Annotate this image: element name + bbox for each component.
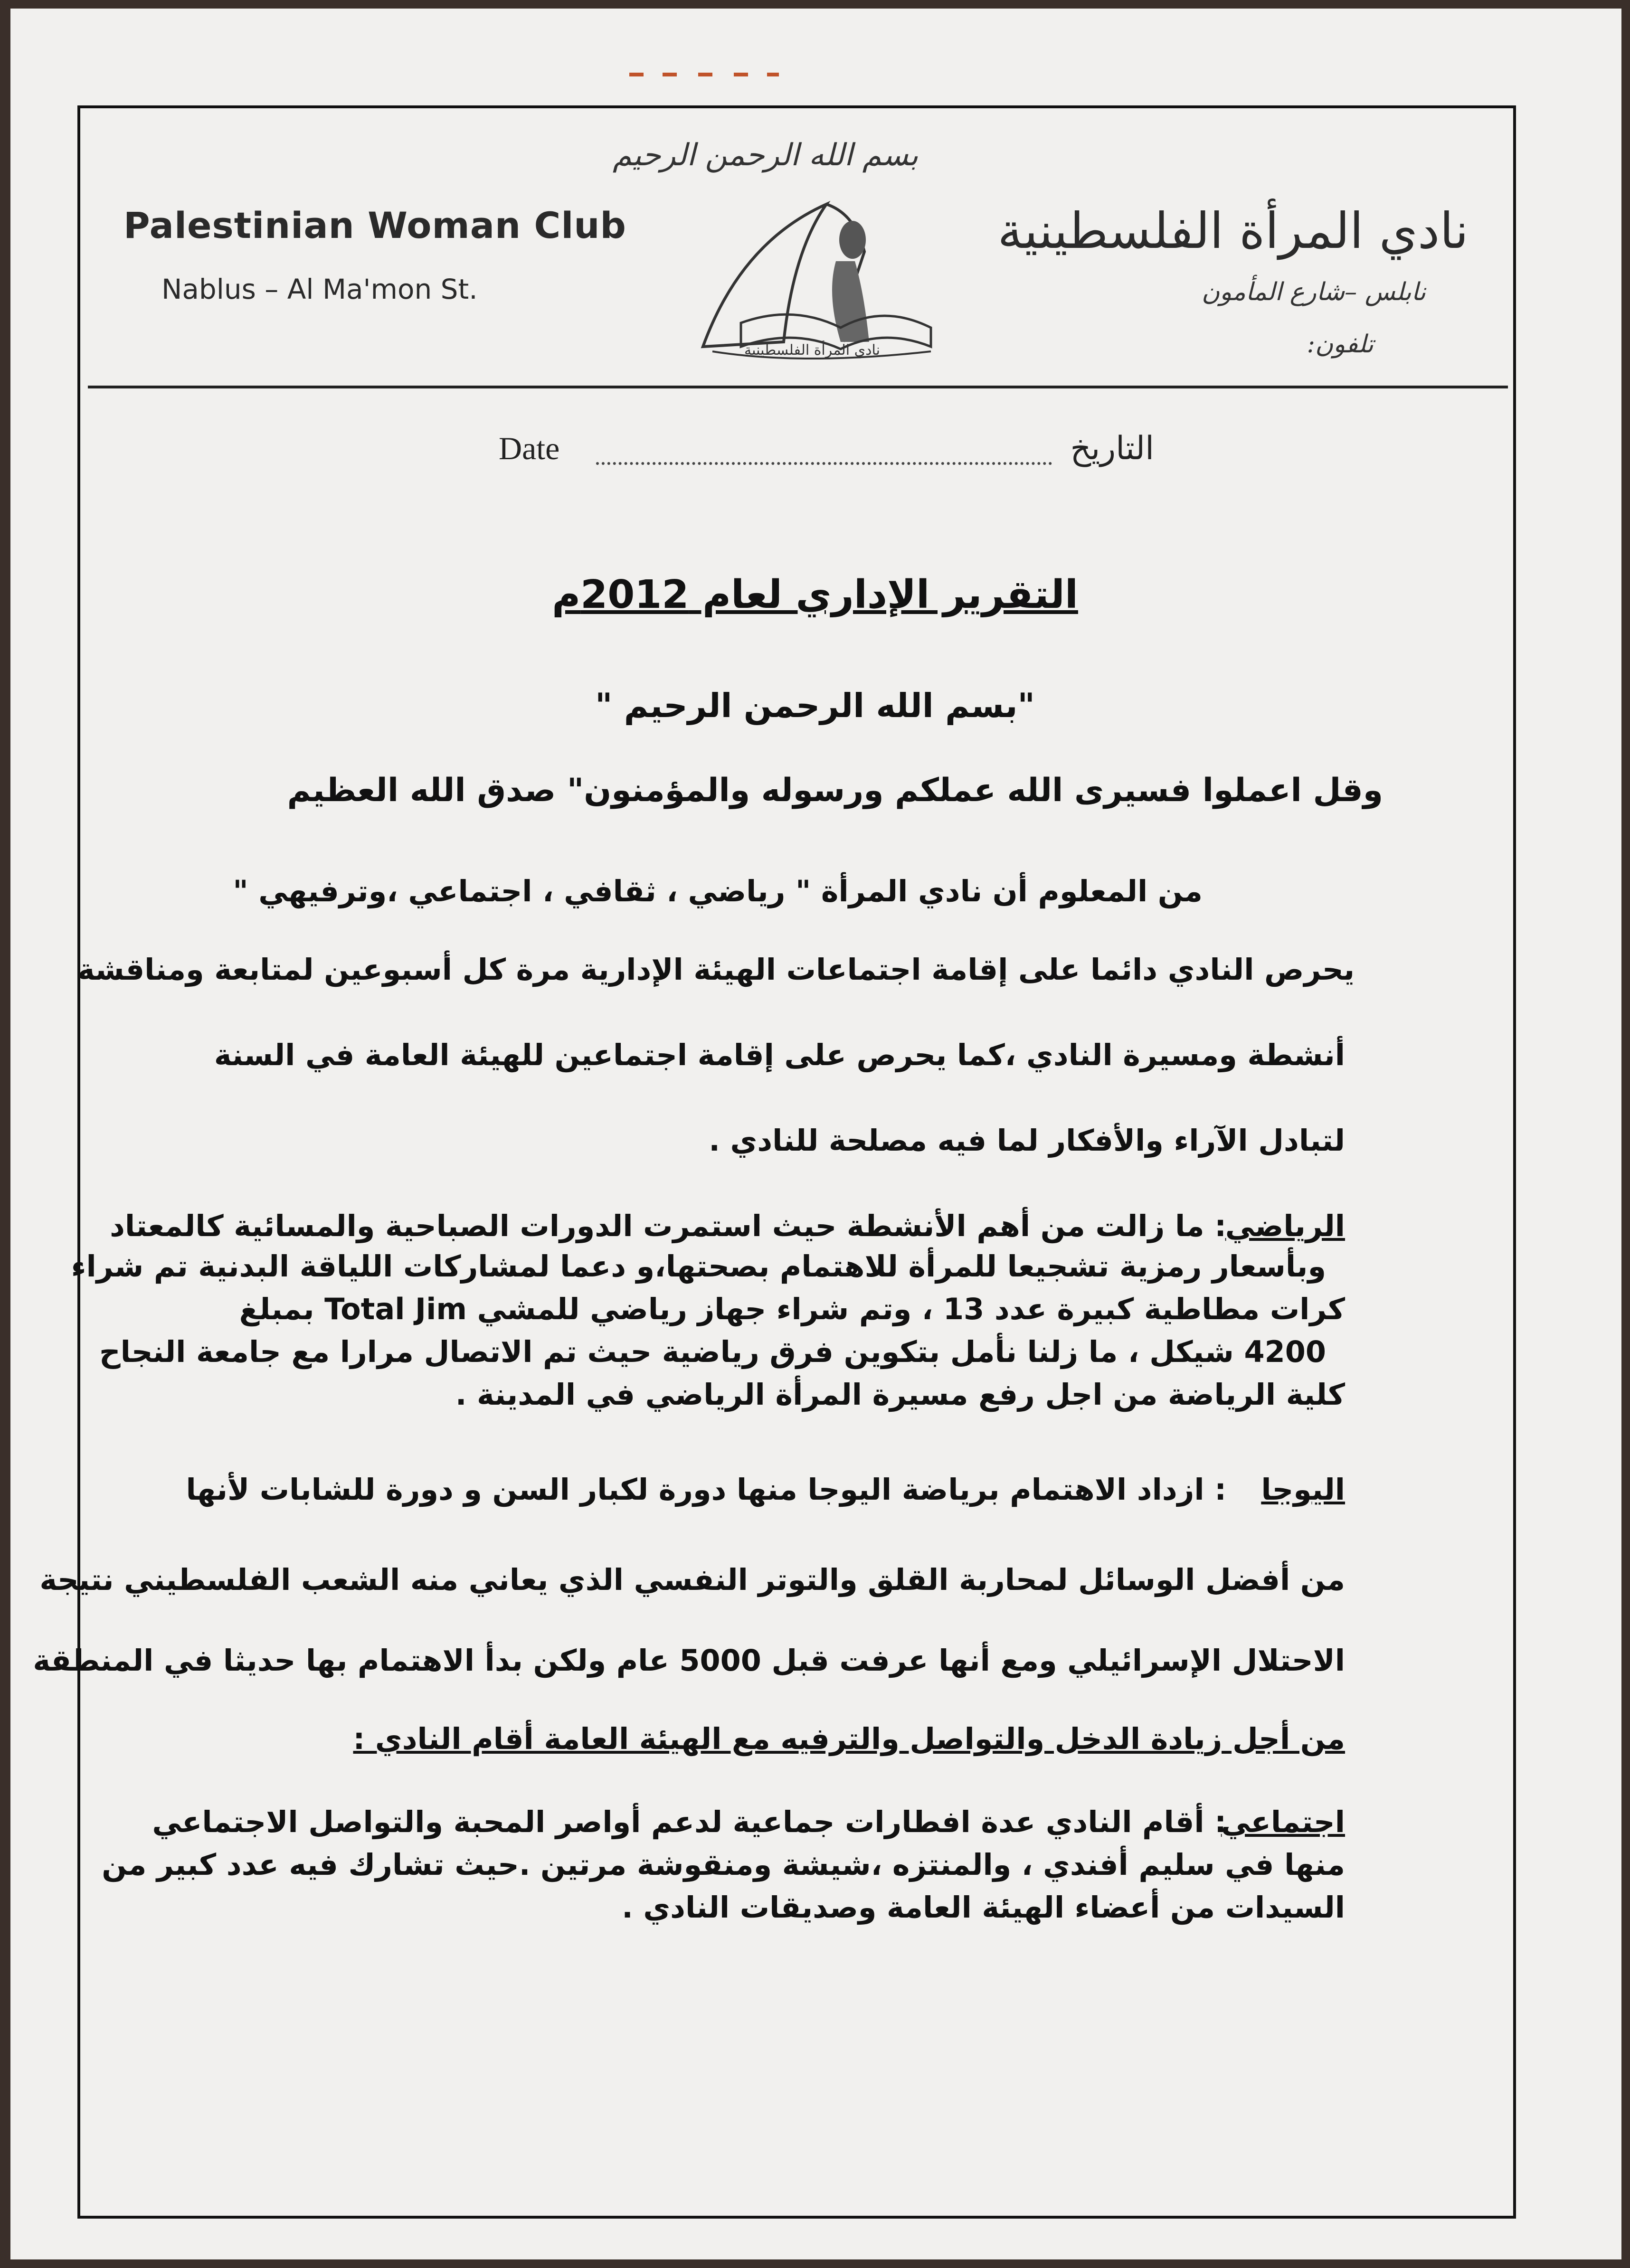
date-row (499, 430, 1154, 477)
yoga-line1: : ازداد الاهتمام برياضة اليوجا منها دورة لكبار السن و دورة للشابات لأنها (186, 1472, 1226, 1507)
sports-line5: كلية الرياضة من اجل رفع مسيرة المرأة الرياضي في المدينة . (455, 1377, 1345, 1412)
report-title: التقرير الإداري لعام 2012م (552, 572, 1078, 617)
address-en: Nablus – Al Ma'mon St. (161, 273, 478, 305)
yoga-line3: الاحتلال الإسرائيلي ومع أنها عرفت قبل 5000 عام ولكن بدأ الاهتمام بها حديثا في المنطقة (33, 1643, 1345, 1678)
social-line2: منها في سليم أفندي ، والمنتزه ،شيشة ومنقوشة مرتين .حيث تشارك فيه عدد كبير من (102, 1847, 1345, 1882)
report-basmala: "بسم الله الرحمن الرحيم " (595, 686, 1035, 725)
header-divider (88, 386, 1508, 388)
social-label: اجتماعي (1221, 1805, 1345, 1839)
address-ar: نابلس –شارع المأمون (1201, 278, 1426, 306)
yoga-label: اليوجا (1261, 1472, 1345, 1507)
para1-line3: لتبادل الآراء والأفكار لما فيه مصلحة للنادي . (709, 1123, 1345, 1158)
para1-line1: يحرص النادي دائما على إقامة اجتماعات الهيئة الإدارية مرة كل أسبوعين لمتابعة ومناقشة (77, 952, 1355, 987)
sports-label: الرياضي (1225, 1209, 1345, 1243)
quran-verse: وقل اعملوا فسيرى الله عملكم ورسوله والمؤمنون" صدق الله العظيم (287, 772, 1383, 809)
top-marks (629, 71, 781, 78)
header-basmala: بسم الله الرحمن الرحيم (613, 138, 919, 173)
sports-line4: 4200 شيكل ، ما زلنا نأمل بتكوين فرق رياضية حيث تم الاتصال مرارا مع جامعة النجاح (99, 1334, 1326, 1369)
date-label-ar: التاريخ (1070, 430, 1154, 466)
club-name-en: Palestinian Woman Club (123, 204, 626, 246)
logo-caption: نادي المرأة الفلسطينية (744, 342, 881, 359)
social-line1: : أقام النادي عدة افطارات جماعية لدعم أواصر المحبة والتواصل الاجتماعي (152, 1805, 1226, 1839)
yoga-line2: من أفضل الوسائل لمحاربة القلق والتوتر النفسي الذي يعاني منه الشعب الفلسطيني نتيجة (39, 1562, 1345, 1597)
income-line: من أجل زيادة الدخل والتواصل والترفيه مع الهيئة العامة أقام النادي : (353, 1721, 1345, 1756)
para1-line2: أنشطة ومسيرة النادي ،كما يحرص على إقامة اجتماعين للهيئة العامة في السنة (214, 1038, 1345, 1072)
phone-label-ar: تلفون: (1307, 330, 1374, 359)
sports-line2: وبأسعار رمزية تشجيعا للمرأة للاهتمام بصحتها،و دعما لمشاركات اللياقة البدنية تم شراء (71, 1249, 1326, 1284)
sports-line1: : ما زالت من أهم الأنشطة حيث استمرت الدورات الصباحية والمسائية كالمعتاد (110, 1209, 1226, 1243)
sports-line3: كرات مطاطية كبيرة عدد 13 ، وتم شراء جهاز رياضي للمشي Total Jim بمبلغ (239, 1292, 1345, 1326)
date-label-en: Date (499, 430, 560, 466)
intro-line: من المعلوم أن نادي المرأة " رياضي ، ثقافي ، اجتماعي ،وترفيهي " (233, 874, 1203, 908)
social-line3: السيدات من أعضاء الهيئة العامة وصديقات النادي . (622, 1890, 1345, 1925)
date-dotted-line (596, 462, 1052, 465)
club-name-ar: نادي المرأة الفلسطينية (997, 202, 1469, 260)
